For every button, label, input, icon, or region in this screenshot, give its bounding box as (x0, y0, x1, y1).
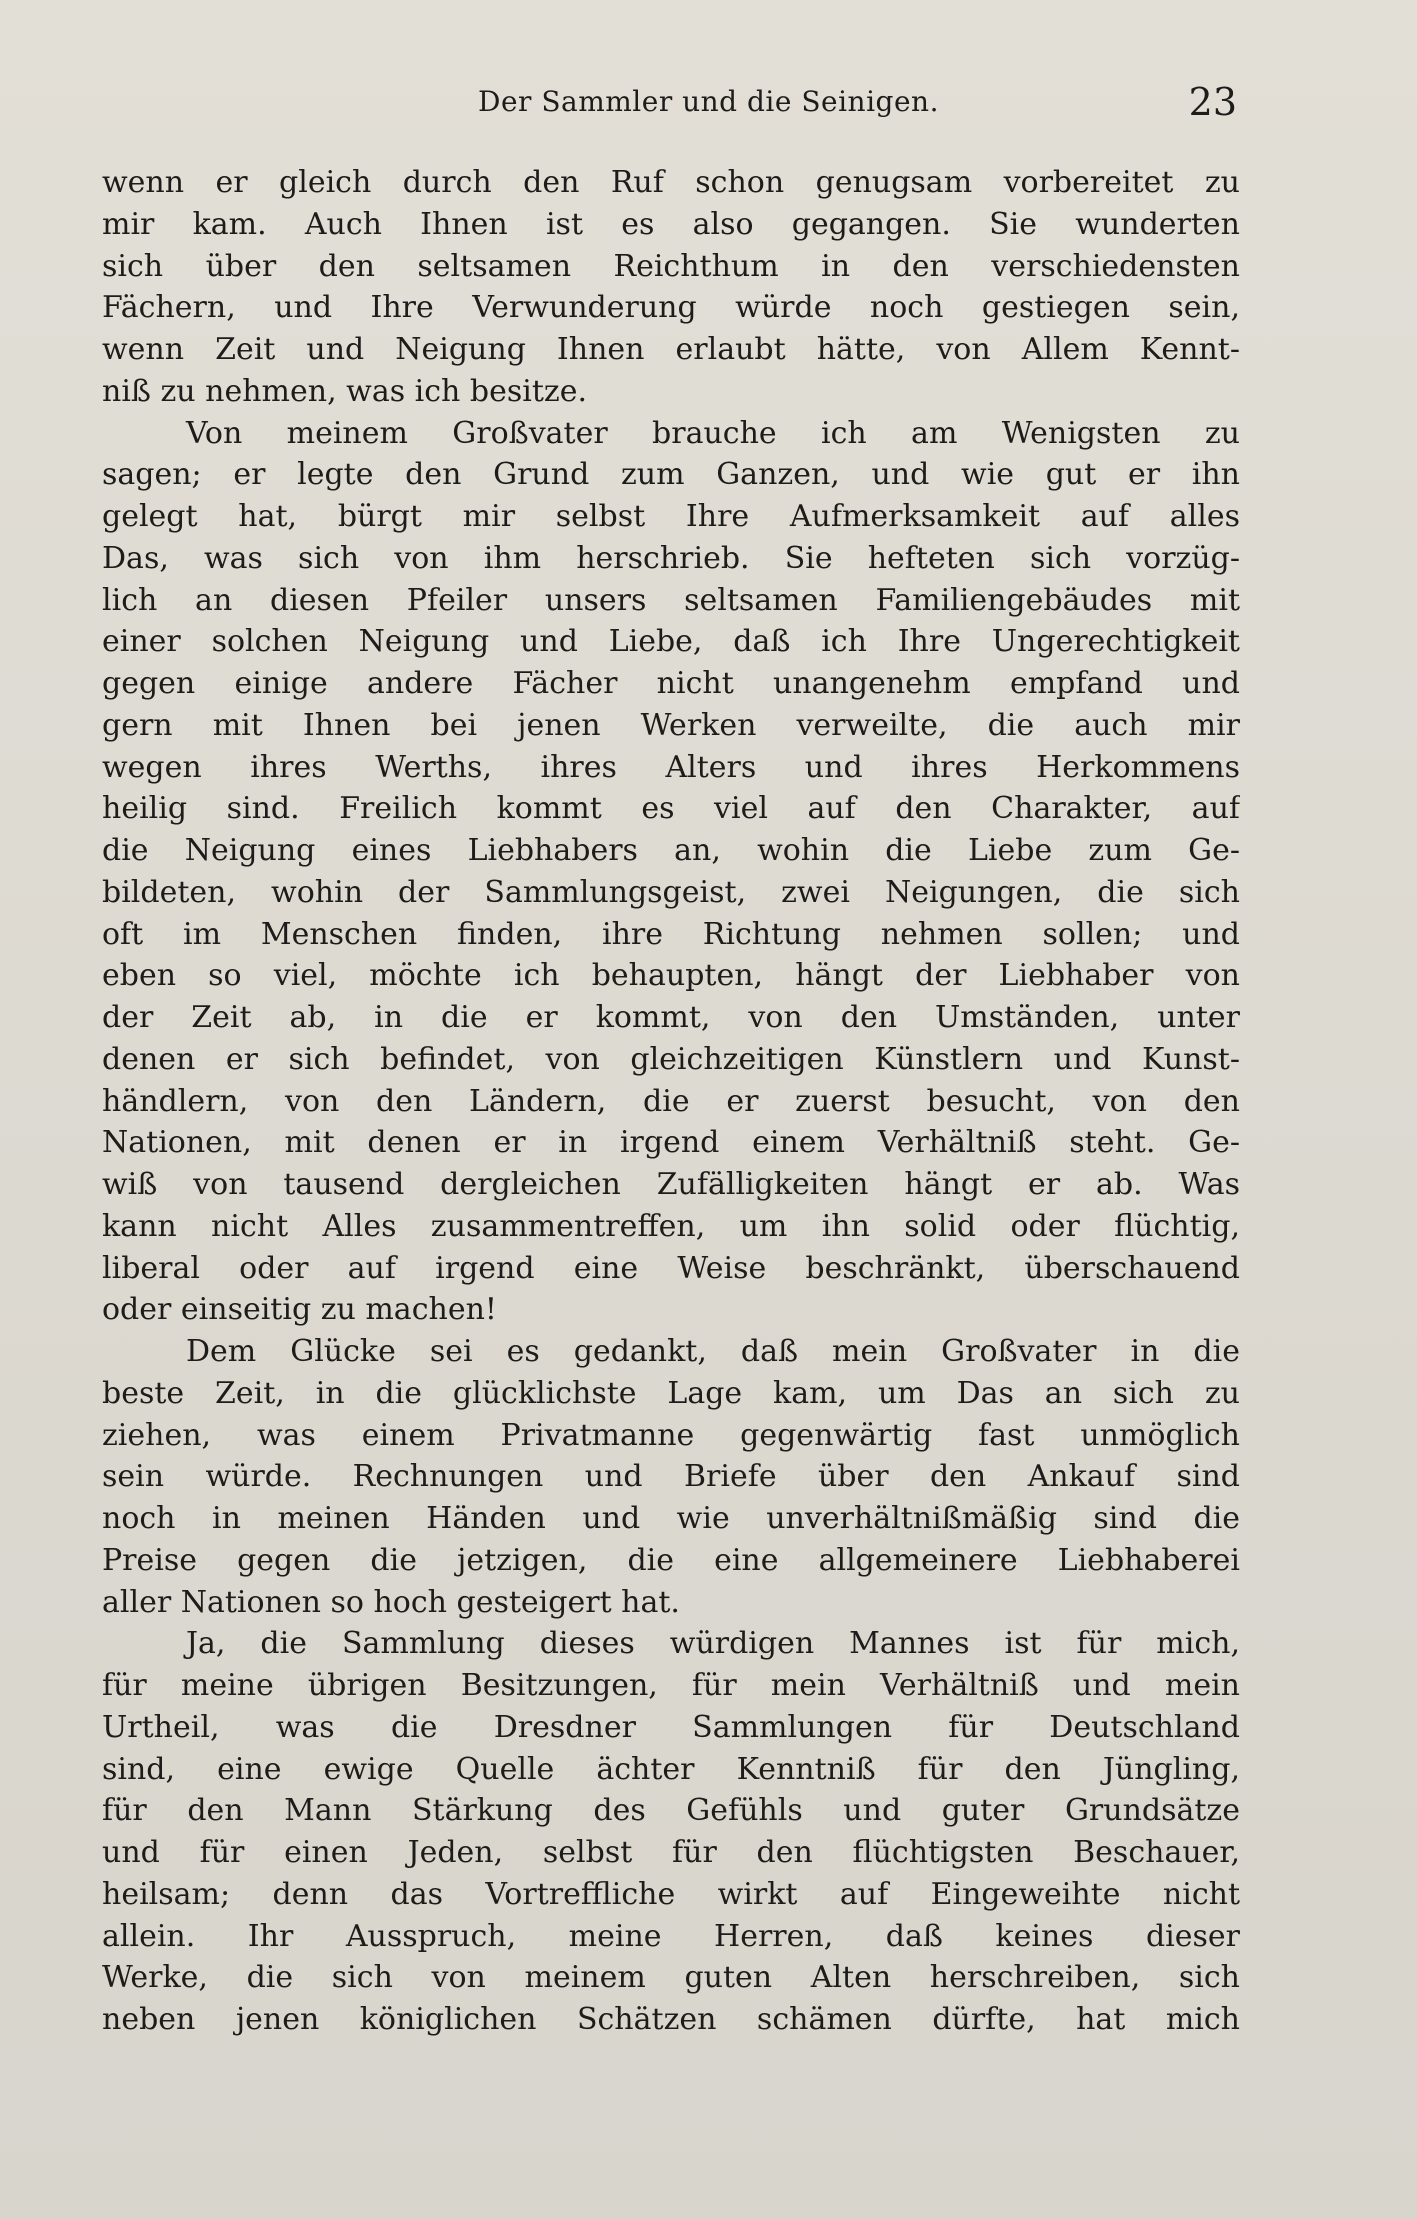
running-head (0, 82, 1417, 122)
text-line: oder einseitig zu machen! (102, 1292, 497, 1328)
text-line: gegen einige andere Fächer nicht unangenehm empfand und (102, 666, 1240, 701)
text-line: mir kam. Auch Ihnen ist es also gegangen. Sie wunderten (102, 206, 1240, 242)
text-line: heilig sind. Freilich kommt es viel auf den Charakter, auf (102, 791, 1240, 827)
text-line: Fächern, und Ihre Verwunderung würde noch gestiegen sein, (102, 290, 1240, 326)
text-line: einer solchen Neigung und Liebe, daß ich Ihre Ungerechtigkeit (102, 624, 1240, 660)
text-line: Ja, die Sammlung dieses würdigen Mannes ist für mich, (186, 1626, 1240, 1662)
text-line: für meine übrigen Besitzungen, für mein Verhältniß und mein (102, 1668, 1240, 1703)
text-line: für den Mann Stärkung des Gefühls und guter Grundsätze (102, 1793, 1240, 1829)
text-line: Dem Glücke sei es gedankt, daß mein Großvater in die (186, 1334, 1240, 1369)
text-line: Das, was sich von ihm herschrieb. Sie hefteten sich vorzüg- (102, 540, 1240, 576)
text-line: bildeten, wohin der Sammlungsgeist, zwei Neigungen, die sich (102, 874, 1240, 910)
text-line: wegen ihres Werths, ihres Alters und ihres Herkommens (102, 749, 1240, 785)
text-line: und für einen Jeden, selbst für den flüchtigsten Beschauer, (102, 1835, 1240, 1870)
text-line: Urtheil, was die Dresdner Sammlungen für Deutschland (102, 1709, 1240, 1745)
text-line: sein würde. Rechnungen und Briefe über den Ankauf sind (102, 1459, 1240, 1495)
text-line: händlern, von den Ländern, die er zuerst besucht, von den (102, 1083, 1240, 1119)
text-line: wiß von tausend dergleichen Zufälligkeiten hängt er ab. Was (102, 1167, 1240, 1202)
text-line: oft im Menschen finden, ihre Richtung nehmen sollen; und (102, 916, 1240, 952)
text-line: sich über den seltsamen Reichthum in den verschiedensten (102, 248, 1240, 284)
text-line: der Zeit ab, in die er kommt, von den Umständen, unter (102, 1000, 1240, 1035)
text-line: denen er sich befindet, von gleichzeitigen Künstlern und Kunst- (102, 1041, 1240, 1077)
text-line: aller Nationen so hoch gesteigert hat. (102, 1584, 680, 1620)
text-line: Preise gegen die jetzigen, die eine allgemeinere Liebhaberei (102, 1542, 1240, 1578)
running-title: Der Sammler und die Seinigen. (478, 85, 939, 118)
text-line: sagen; er legte den Grund zum Ganzen, und wie gut er ihn (102, 457, 1240, 493)
text-line: wenn er gleich durch den Ruf schon genugsam vorbereitet zu (102, 165, 1240, 200)
text-line: sind, eine ewige Quelle ächter Kenntniß für den Jüngling, (102, 1751, 1240, 1787)
text-line: lich an diesen Pfeiler unsers seltsamen Familiengebäudes mit (102, 582, 1240, 618)
text-line: beste Zeit, in die glücklichste Lage kam, um Das an sich zu (102, 1375, 1240, 1411)
text-line: kann nicht Alles zusammentreffen, um ihn solid oder flüchtig, (102, 1208, 1240, 1244)
text-line: heilsam; denn das Vortreffliche wirkt auf Eingeweihte nicht (102, 1876, 1240, 1912)
text-line: noch in meinen Händen und wie unverhältnißmäßig sind die (102, 1501, 1240, 1536)
text-line: wenn Zeit und Neigung Ihnen erlaubt hätte, von Allem Kennt- (102, 332, 1240, 367)
text-line: neben jenen königlichen Schätzen schämen dürfte, hat mich (102, 2002, 1240, 2037)
text-line: gelegt hat, bürgt mir selbst Ihre Aufmerksamkeit auf alles (102, 499, 1240, 534)
text-line: gern mit Ihnen bei jenen Werken verweilte, die auch mir (102, 707, 1240, 743)
page-number: 23 (1188, 80, 1237, 124)
text-line: Werke, die sich von meinem guten Alten herschreiben, sich (102, 1960, 1240, 1996)
text-line: liberal oder auf irgend eine Weise beschränkt, überschauend (102, 1250, 1240, 1286)
text-body (102, 162, 1240, 2041)
text-line: Von meinem Großvater brauche ich am Wenigsten zu (186, 415, 1240, 451)
text-line: niß zu nehmen, was ich besitze. (102, 373, 587, 409)
text-line: allein. Ihr Ausspruch, meine Herren, daß keines dieser (102, 1918, 1240, 1954)
text-line: ziehen, was einem Privatmanne gegenwärtig fast unmöglich (102, 1417, 1240, 1453)
text-line: die Neigung eines Liebhabers an, wohin die Liebe zum Ge- (102, 833, 1240, 868)
text-line: Nationen, mit denen er in irgend einem Verhältniß steht. Ge- (102, 1125, 1240, 1161)
text-line: eben so viel, möchte ich behaupten, hängt der Liebhaber von (102, 958, 1240, 994)
